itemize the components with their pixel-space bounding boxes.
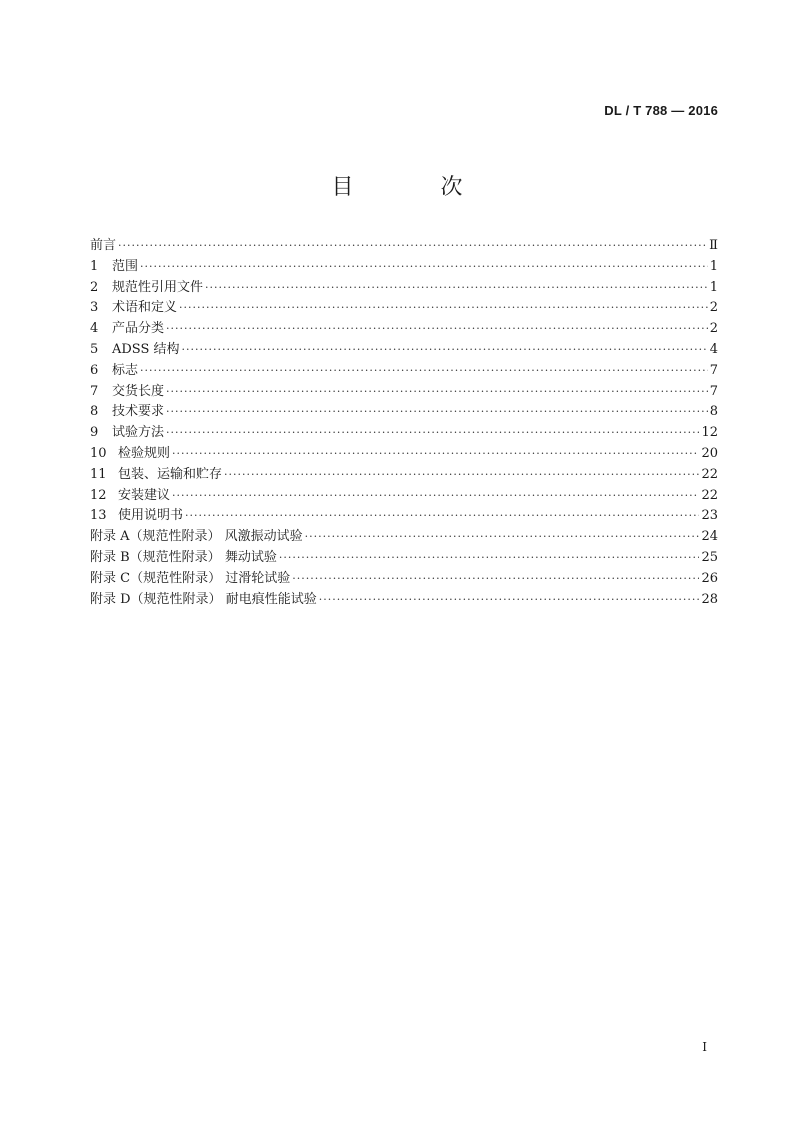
toc-num: 11: [90, 466, 107, 482]
toc-entry-appendix-b[interactable]: [90, 548, 718, 569]
toc-page: 4: [709, 341, 718, 357]
toc-entry-7[interactable]: [90, 382, 718, 403]
toc-label: ADSS 结构: [112, 341, 180, 357]
toc-label: 范围: [112, 258, 139, 274]
toc-entry-3[interactable]: [90, 298, 718, 319]
toc-leader: [166, 402, 708, 423]
toc-page: 2: [709, 300, 718, 316]
toc-entry-2[interactable]: [90, 278, 718, 299]
toc-leader: [166, 319, 708, 340]
toc-label: 标志: [112, 362, 139, 378]
toc-leader: [140, 257, 708, 278]
toc-entry-1[interactable]: [90, 257, 718, 278]
table-of-contents: [90, 236, 718, 610]
toc-page: 1: [709, 258, 718, 274]
toc-page: 12: [701, 425, 718, 441]
toc-leader: [118, 236, 707, 257]
toc-label: 交货长度: [112, 383, 165, 399]
toc-page: 28: [701, 591, 718, 607]
toc-leader: [166, 423, 699, 444]
toc-entry-6[interactable]: [90, 361, 718, 382]
standard-code: DL / T 788 — 2016: [604, 103, 718, 118]
page-title: 目 次: [331, 175, 503, 200]
toc-page: Ⅱ: [709, 238, 718, 253]
toc-entry-appendix-c[interactable]: [90, 569, 718, 590]
toc-label: 附录 D（规范性附录） 耐电痕性能试验: [90, 591, 317, 607]
toc-num: 10: [90, 445, 107, 461]
toc-entry-8[interactable]: [90, 402, 718, 423]
toc-leader: [319, 590, 700, 611]
toc-leader: [305, 527, 700, 548]
toc-label: 前言: [90, 238, 117, 253]
toc-num: 2: [90, 279, 99, 295]
toc-entry-12[interactable]: [90, 486, 718, 507]
toc-leader: [172, 444, 699, 465]
toc-label: 安装建议: [118, 487, 171, 503]
toc-entry-foreword[interactable]: [90, 236, 718, 257]
toc-entry-10[interactable]: [90, 444, 718, 465]
toc-label: 产品分类: [112, 321, 165, 337]
toc-page: 23: [701, 508, 718, 524]
toc-page: 1: [709, 279, 718, 295]
toc-num: 1: [90, 258, 99, 274]
toc-entry-5[interactable]: [90, 340, 718, 361]
toc-page: 22: [701, 487, 718, 503]
toc-leader: [205, 278, 708, 299]
toc-leader: [182, 340, 708, 361]
toc-label: 包装、运输和贮存: [118, 466, 223, 482]
toc-leader: [166, 382, 708, 403]
toc-num: 6: [90, 362, 99, 378]
toc-leader: [292, 569, 699, 590]
toc-label: 使用说明书: [118, 508, 184, 524]
toc-page: 2: [709, 321, 718, 337]
toc-entry-11[interactable]: [90, 465, 718, 486]
toc-num: 4: [90, 321, 99, 337]
toc-label: 检验规则: [118, 445, 171, 461]
toc-page: 25: [701, 549, 718, 565]
toc-entry-4[interactable]: [90, 319, 718, 340]
toc-entry-appendix-d[interactable]: [90, 590, 718, 611]
toc-num: 13: [90, 508, 107, 524]
toc-entry-9[interactable]: [90, 423, 718, 444]
toc-label: 技术要求: [112, 404, 165, 420]
toc-leader: [185, 506, 699, 527]
toc-entry-appendix-a[interactable]: [90, 527, 718, 548]
toc-num: 9: [90, 425, 99, 441]
toc-label: 附录 A（规范性附录） 风激振动试验: [90, 529, 303, 545]
toc-label: 术语和定义: [112, 300, 178, 316]
toc-leader: [279, 548, 700, 569]
toc-num: 3: [90, 300, 99, 316]
toc-leader: [224, 465, 699, 486]
toc-label: 附录 B（规范性附录） 舞动试验: [90, 549, 277, 565]
toc-page: 20: [701, 445, 718, 461]
toc-leader: [179, 298, 708, 319]
page-number: I: [702, 1040, 707, 1054]
toc-label: 试验方法: [112, 425, 165, 441]
toc-label: 规范性引用文件: [112, 279, 204, 295]
toc-label: 附录 C（规范性附录） 过滑轮试验: [90, 570, 291, 586]
toc-page: 7: [709, 383, 718, 399]
toc-page: 8: [709, 404, 718, 420]
toc-num: 7: [90, 383, 99, 399]
toc-entry-13[interactable]: [90, 506, 718, 527]
toc-page: 22: [701, 466, 718, 482]
toc-leader: [140, 361, 708, 382]
toc-page: 7: [709, 362, 718, 378]
toc-num: 5: [90, 341, 99, 357]
toc-leader: [172, 486, 699, 507]
toc-page: 26: [701, 570, 718, 586]
toc-num: 12: [90, 487, 107, 503]
toc-num: 8: [90, 404, 99, 420]
toc-page: 24: [701, 529, 718, 545]
